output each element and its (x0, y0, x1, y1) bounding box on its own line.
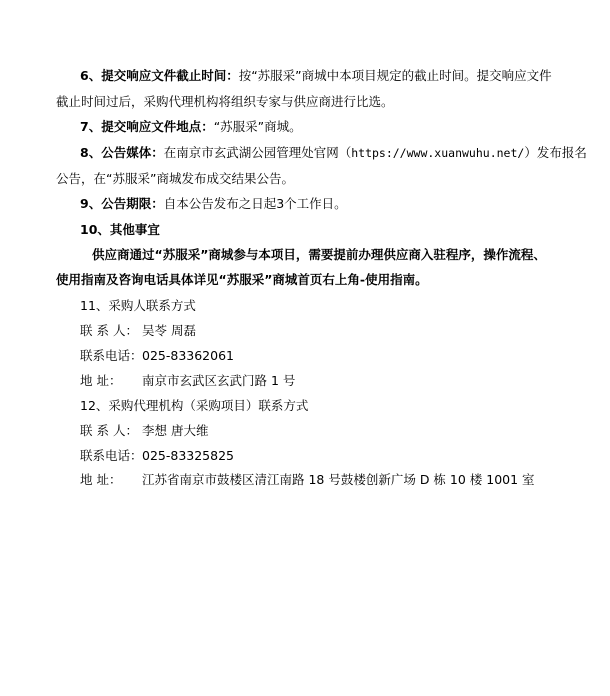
section-6-text-1: 按“苏服采”商城中本项目规定的截止时间。提交响应文件 (238, 68, 552, 83)
section-10-line-1: 供应商通过“苏服采”商城参与本项目，需要提前办理供应商入驻程序，操作流程、 (92, 247, 546, 262)
section-8-url: https://www.xuanwuhu.net/ (351, 146, 525, 160)
section-12-phone-label: 联系电话： (80, 448, 143, 463)
section-6-line-1 (80, 66, 552, 86)
section-11-address-value: 南京市玄武区玄武门路 1 号 (142, 373, 296, 388)
section-9-label: 9、公告期限： (80, 196, 164, 211)
section-8-text-1a: 在南京市玄武湖公园管理处官网（ (163, 145, 352, 160)
section-8-text-1b: ）发布报名 (524, 145, 587, 160)
section-8-line-1 (80, 143, 587, 163)
section-9-line (80, 194, 347, 214)
section-11-label: 11、采购人联系方式 (80, 298, 196, 313)
section-12-address-label: 地 址： (80, 472, 122, 487)
section-12-label: 12、采购代理机构（采购项目）联系方式 (80, 398, 309, 413)
section-11-contact-value: 吴苓 周磊 (142, 323, 196, 338)
section-11-phone (80, 346, 234, 366)
section-8-label: 8、公告媒体： (80, 145, 164, 160)
section-11-phone-label: 联系电话： (80, 348, 143, 363)
section-8-line-2: 公告，在“苏服采”商城发布成交结果公告。 (56, 171, 294, 186)
section-11-phone-value: 025-83362061 (142, 348, 234, 363)
section-11-contact (80, 321, 196, 341)
section-7-line (80, 117, 302, 137)
section-12-contact-label: 联 系 人： (80, 423, 138, 438)
section-12-contact (80, 421, 208, 441)
section-12-address (80, 470, 535, 490)
section-12-contact-value: 李想 唐大维 (142, 423, 209, 438)
section-12-phone (80, 446, 234, 466)
section-9-text: 自本公告发布之日起3个工作日。 (163, 196, 347, 211)
section-12-phone-value: 025-83325825 (142, 448, 234, 463)
section-11-address (80, 371, 295, 391)
section-7-label: 7、提交响应文件地点： (80, 119, 214, 134)
section-6-line-2: 截止时间过后，采购代理机构将组织专家与供应商进行比选。 (56, 94, 394, 109)
section-11-address-label: 地 址： (80, 373, 122, 388)
section-10-line-2: 使用指南及咨询电话具体详见“苏服采”商城首页右上角-使用指南。 (56, 272, 428, 287)
section-6-label: 6、提交响应文件截止时间： (80, 68, 239, 83)
section-12-address-value: 江苏省南京市鼓楼区清江南路 18 号鼓楼创新广场 D 栋 10 楼 1001 室 (142, 472, 535, 487)
section-10-label: 10、其他事宜 (80, 222, 160, 237)
section-11-contact-label: 联 系 人： (80, 323, 138, 338)
section-7-text: “苏服采”商城。 (213, 119, 302, 134)
